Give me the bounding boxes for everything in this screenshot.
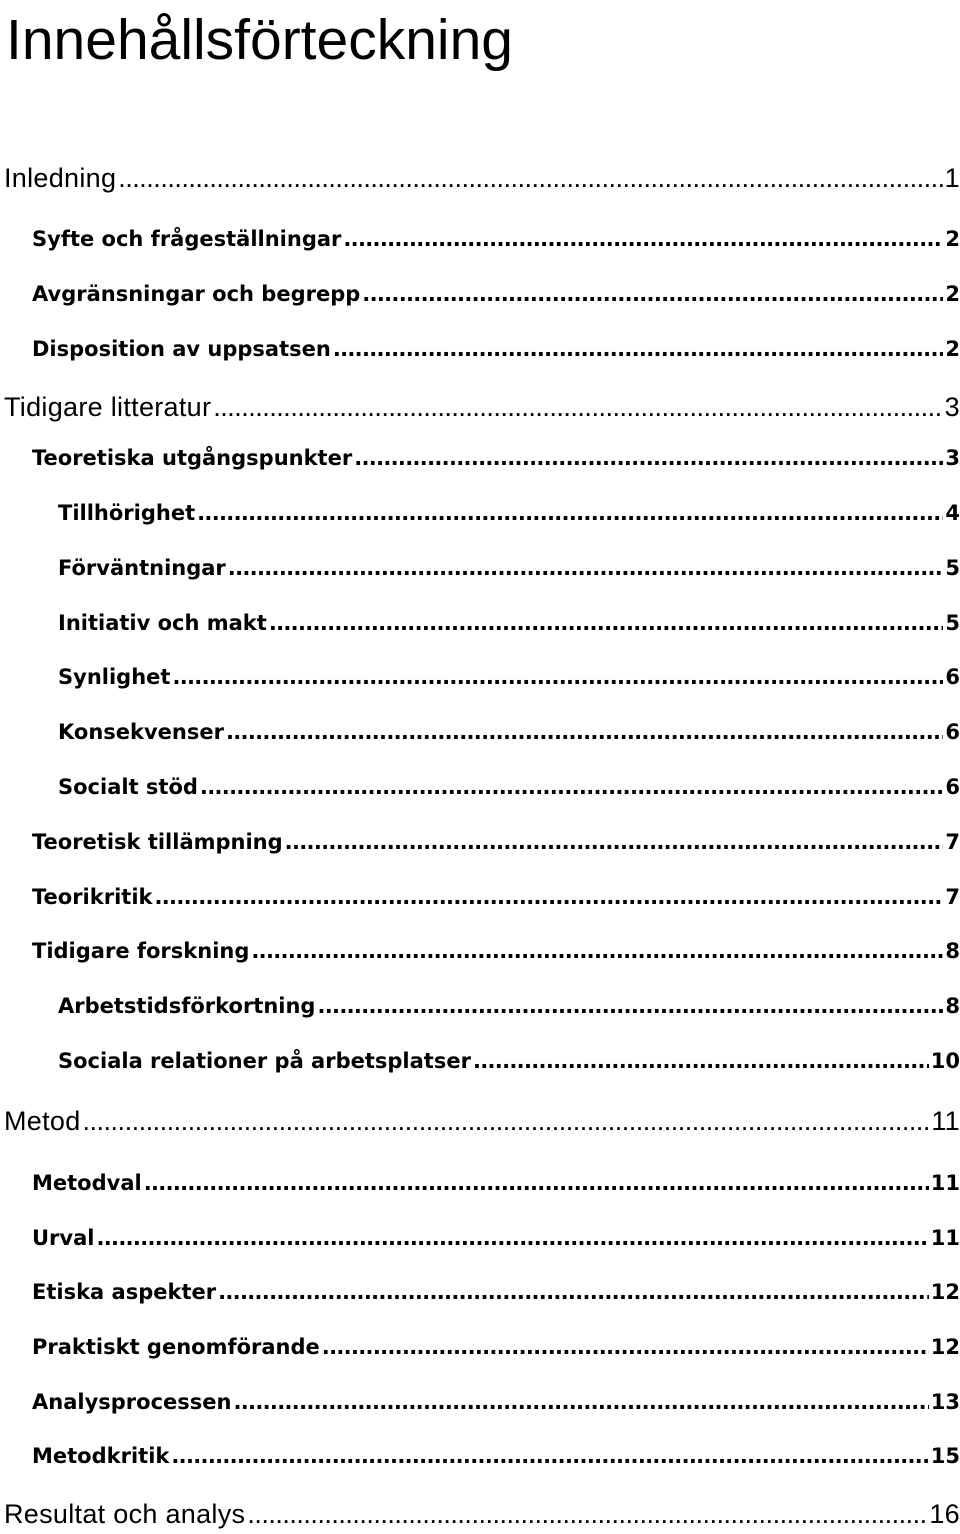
toc-entry-label: Metod (4, 1106, 81, 1136)
toc-entry[interactable] (0, 1044, 960, 1078)
dot-leader (251, 934, 943, 968)
toc-entry-page-number: 5 (945, 611, 960, 635)
toc-entry-page-number: 16 (929, 1499, 960, 1529)
toc-entry-label: Förväntningar (58, 556, 226, 580)
dot-leader (333, 332, 944, 366)
toc-entry[interactable] (0, 1385, 960, 1419)
toc-entry-label: Tidigare forskning (32, 939, 250, 963)
toc-entry[interactable] (0, 1275, 960, 1309)
toc-entry[interactable] (0, 496, 960, 530)
toc-entry-page-number: 10 (930, 1049, 960, 1073)
dot-leader (233, 1385, 928, 1419)
toc-entry-label: Urval (32, 1226, 95, 1250)
dot-leader (285, 825, 944, 859)
toc-entry-label: Praktiskt genomförande (32, 1335, 320, 1359)
toc-entry-page-number: 11 (931, 1106, 960, 1136)
dot-leader (247, 1494, 927, 1534)
toc-entry-page-number: 1 (944, 163, 960, 193)
dot-leader (154, 880, 943, 914)
toc-entry-page-number: 2 (945, 337, 960, 361)
toc-entry-label: Synlighet (58, 665, 171, 689)
dot-leader (343, 222, 943, 256)
toc-entry-label: Teoretisk tillämpning (32, 830, 283, 854)
toc-entry-page-number: 12 (930, 1335, 960, 1359)
toc-entry-label: Metodval (32, 1171, 142, 1195)
dot-leader (322, 1330, 929, 1364)
toc-entry-page-number: 8 (945, 994, 960, 1018)
toc-entry[interactable] (0, 715, 960, 749)
toc-entry[interactable] (0, 1166, 960, 1200)
toc-entry-page-number: 13 (930, 1390, 960, 1414)
dot-leader (144, 1166, 929, 1200)
toc-entry[interactable] (0, 934, 960, 968)
toc-entry-page-number: 3 (944, 392, 960, 422)
toc-entry-page-number: 11 (930, 1171, 960, 1195)
toc-entry[interactable] (0, 551, 960, 585)
toc-entry-label: Sociala relationer på arbetsplatser (58, 1049, 471, 1073)
toc-entry-label: Inledning (4, 163, 117, 193)
dot-leader (96, 1221, 928, 1255)
toc-entry[interactable] (0, 825, 960, 859)
toc-entry-page-number: 2 (945, 227, 960, 251)
toc-entry[interactable] (0, 1221, 960, 1255)
toc-entry-label: Etiska aspekter (32, 1280, 217, 1304)
toc-entry[interactable] (0, 880, 960, 914)
toc-entry[interactable] (0, 441, 960, 475)
toc-entry-page-number: 6 (945, 720, 960, 744)
toc-entry[interactable] (0, 158, 960, 198)
toc-entry-label: Disposition av uppsatsen (32, 337, 331, 361)
toc-entry[interactable] (0, 222, 960, 256)
toc-entry[interactable] (0, 387, 960, 427)
toc-entry[interactable] (0, 1101, 960, 1141)
page-title: Innehållsförteckning (6, 8, 513, 72)
dot-leader (171, 1439, 928, 1473)
toc-entry-page-number: 11 (930, 1226, 960, 1250)
dot-leader (118, 158, 942, 198)
dot-leader (218, 1275, 929, 1309)
toc-entry-label: Initiativ och makt (58, 611, 267, 635)
dot-leader (362, 277, 943, 311)
toc-entry-label: Avgränsningar och begrepp (32, 282, 361, 306)
dot-leader (228, 551, 944, 585)
toc-entry-page-number: 15 (930, 1444, 960, 1468)
toc-entry-label: Tidigare litteratur (4, 392, 212, 422)
toc-entry-label: Teorikritik (32, 885, 153, 909)
toc-entry[interactable] (0, 606, 960, 640)
toc-entry-page-number: 6 (945, 665, 960, 689)
toc-entry-label: Arbetstidsförkortning (58, 994, 316, 1018)
toc-entry-page-number: 7 (945, 830, 960, 854)
toc-entry-label: Teoretiska utgångspunkter (32, 446, 353, 470)
dot-leader (226, 715, 943, 749)
toc-entry-page-number: 6 (945, 775, 960, 799)
toc-entry-label: Resultat och analys (4, 1499, 246, 1529)
toc-entry-label: Syfte och frågeställningar (32, 227, 342, 251)
dot-leader (473, 1044, 929, 1078)
toc-entry-page-number: 5 (945, 556, 960, 580)
toc-entry[interactable] (0, 1439, 960, 1473)
dot-leader (317, 989, 943, 1023)
toc-entry[interactable] (0, 660, 960, 694)
toc-entry-page-number: 12 (930, 1280, 960, 1304)
toc-entry[interactable] (0, 277, 960, 311)
toc-entry-label: Tillhörighet (58, 501, 196, 525)
dot-leader (83, 1101, 930, 1141)
toc-entry[interactable] (0, 1494, 960, 1534)
dot-leader (354, 441, 943, 475)
toc-entry-page-number: 3 (945, 446, 960, 470)
dot-leader (197, 496, 943, 530)
toc-entry-label: Socialt stöd (58, 775, 198, 799)
dot-leader (213, 387, 942, 427)
toc-entry-page-number: 7 (945, 885, 960, 909)
toc-entry-page-number: 2 (945, 282, 960, 306)
toc-entry-page-number: 4 (945, 501, 960, 525)
toc-entry[interactable] (0, 770, 960, 804)
toc-entry-page-number: 8 (945, 939, 960, 963)
toc-entry[interactable] (0, 332, 960, 366)
dot-leader (200, 770, 943, 804)
dot-leader (172, 660, 943, 694)
dot-leader (269, 606, 944, 640)
toc-entry[interactable] (0, 1330, 960, 1364)
toc-entry-label: Konsekvenser (58, 720, 224, 744)
toc-entry[interactable] (0, 989, 960, 1023)
toc-entry-label: Metodkritik (32, 1444, 170, 1468)
toc-entry-label: Analysprocessen (32, 1390, 232, 1414)
